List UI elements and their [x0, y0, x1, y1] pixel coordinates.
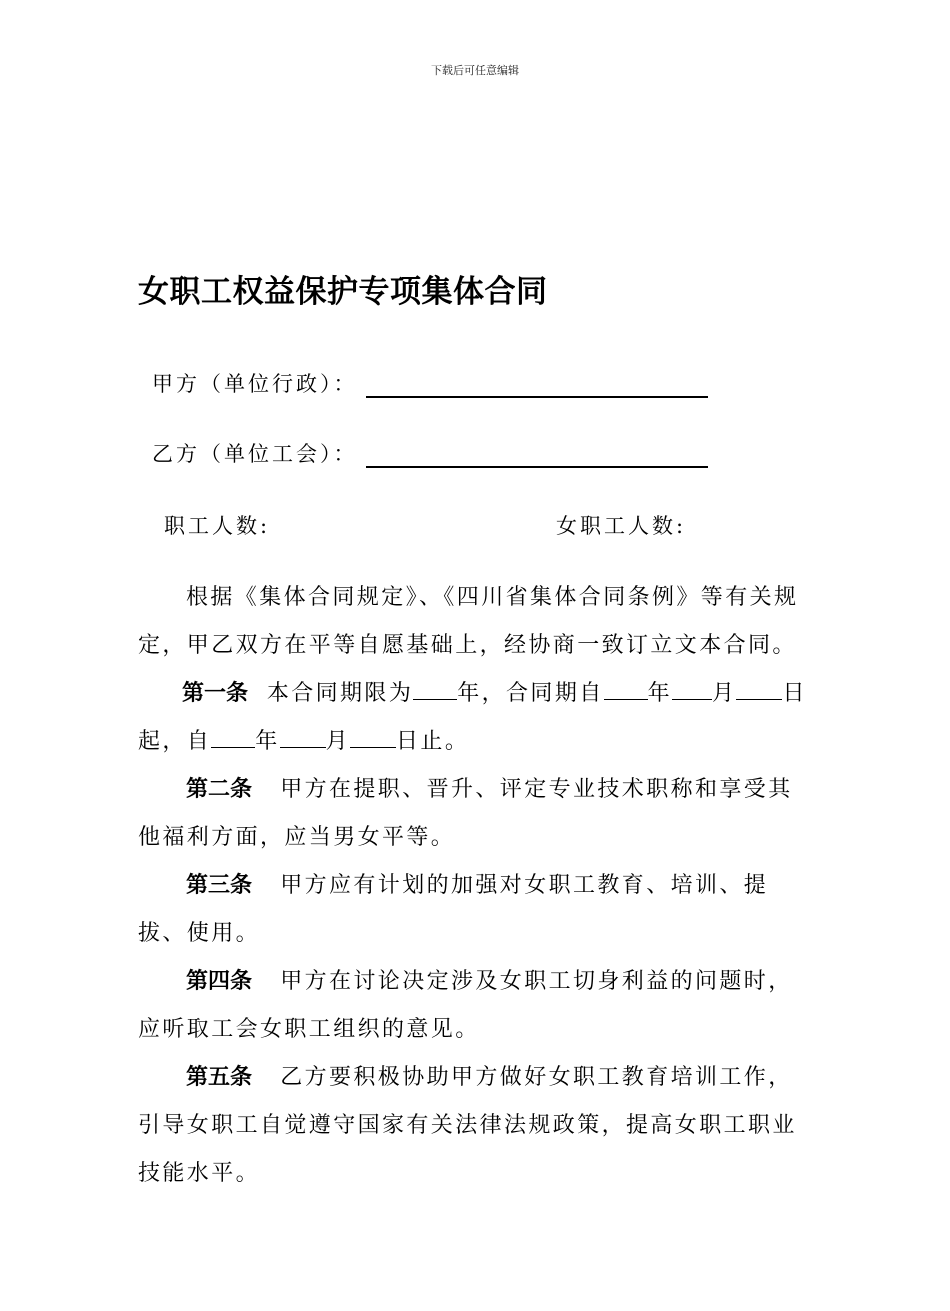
article-1-text: 年，合同期自 — [457, 681, 604, 706]
start-month-blank[interactable] — [672, 677, 712, 700]
party-b-label: 乙方（单位工会）： — [152, 442, 358, 466]
article-2-text: 甲方在提职、晋升、评定专业技术职称和享受其他福利方面，应当男女平等。 — [138, 777, 793, 850]
end-day-blank[interactable] — [350, 725, 396, 748]
start-year-blank[interactable] — [604, 677, 648, 700]
article-5-label: 第五条 — [186, 1065, 253, 1090]
header-note: 下载后可任意编辑 — [431, 64, 519, 77]
article-5-paragraph — [138, 1054, 814, 1198]
article-4-text: 甲方在讨论决定涉及女职工切身利益的问题时，应听取工会女职工组织的意见。 — [138, 969, 793, 1042]
article-2-paragraph — [138, 766, 814, 862]
article-1-text: 年 — [255, 729, 280, 754]
article-5-text: 乙方要积极协助甲方做好女职工教育培训工作，引导女职工自觉遵守国家有关法律法规政策，提高女职工职业技能水平。 — [138, 1065, 797, 1186]
term-years-blank[interactable] — [413, 677, 457, 700]
article-1-text: 日起，自 — [138, 681, 807, 754]
article-1-label: 第一条 — [182, 681, 249, 706]
party-b-row — [152, 438, 708, 468]
party-b-blank[interactable] — [366, 442, 708, 468]
article-3-text: 甲方应有计划的加强对女职工教育、培训、提拔、使用。 — [138, 873, 769, 946]
female-employee-count-label: 女职工人数: — [556, 514, 687, 538]
article-4-label: 第四条 — [186, 969, 253, 994]
document-title: 女职工权益保护专项集体合同 — [138, 274, 548, 310]
article-2-label: 第二条 — [186, 777, 253, 802]
end-month-blank[interactable] — [280, 725, 326, 748]
article-1-text: 年 — [647, 681, 673, 706]
contract-body — [138, 574, 814, 1198]
article-1-text: 月 — [712, 681, 737, 706]
article-3-paragraph — [138, 862, 814, 958]
preamble-paragraph: 根据《集体合同规定》、《四川省集体合同条例》等有关规定，甲乙双方在平等自愿基础上，经协商一致订立文本合同。 — [138, 585, 799, 658]
employee-count-label: 职工人数: — [164, 514, 271, 538]
article-3-label: 第三条 — [186, 873, 253, 898]
article-4-paragraph — [138, 958, 814, 1054]
article-1-text: 月 — [325, 729, 351, 754]
party-a-blank[interactable] — [366, 372, 708, 398]
article-1-text: 本合同期限为 — [266, 681, 414, 706]
article-1-text: 日止。 — [396, 729, 470, 754]
party-a-row — [152, 368, 708, 398]
article-1-paragraph — [138, 670, 814, 766]
start-day-blank[interactable] — [736, 677, 782, 700]
party-a-label: 甲方（单位行政）： — [152, 372, 358, 396]
end-year-blank[interactable] — [211, 725, 255, 748]
